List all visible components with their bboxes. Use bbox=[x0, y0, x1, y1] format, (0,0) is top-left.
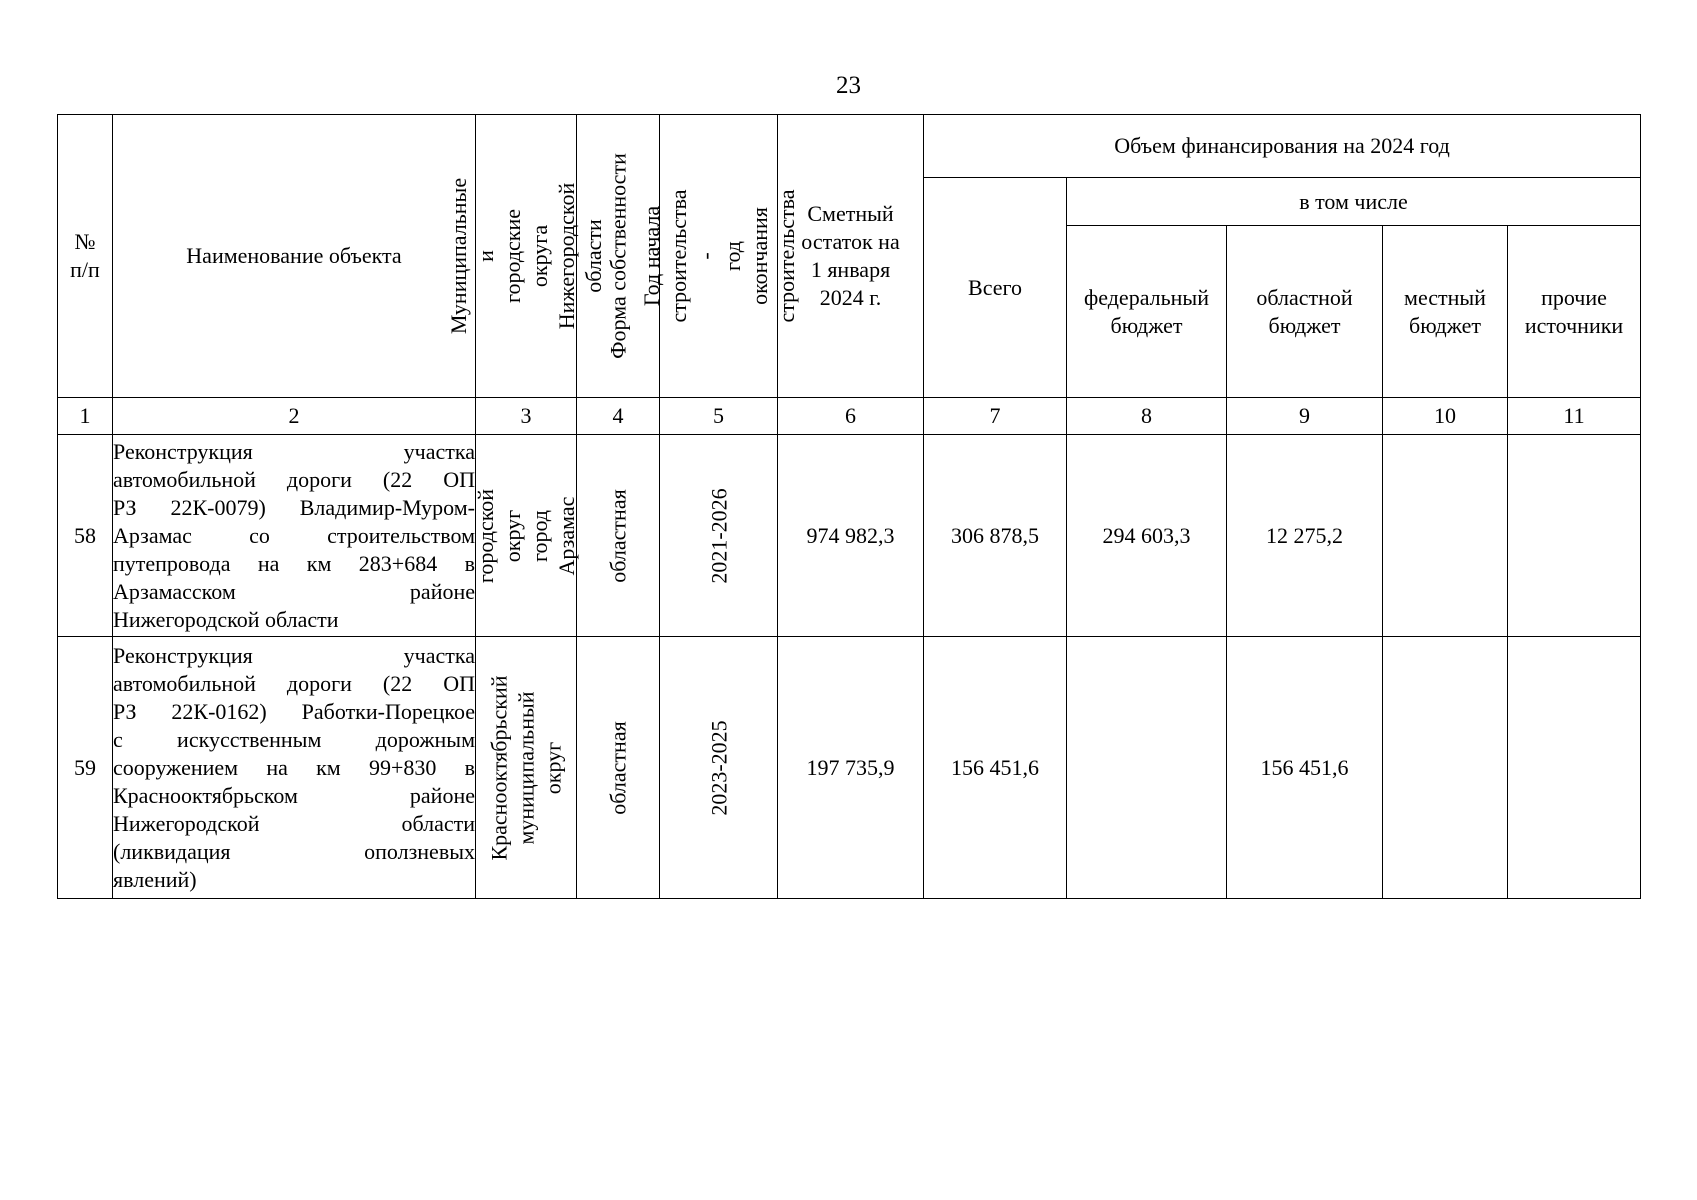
row-municipality-text: Краснооктябрьский муниципальный округ bbox=[486, 674, 566, 861]
row-other bbox=[1508, 435, 1641, 637]
row-regional: 156 451,6 bbox=[1227, 637, 1383, 899]
row-years-text: 2023-2025 bbox=[706, 719, 731, 816]
header-name: Наименование объекта bbox=[113, 115, 476, 398]
row-local bbox=[1383, 435, 1508, 637]
name-line: Нижегородской области bbox=[113, 606, 339, 632]
column-number: 1 bbox=[58, 398, 113, 435]
row-total: 156 451,6 bbox=[924, 637, 1067, 899]
column-number: 10 bbox=[1383, 398, 1508, 435]
page-number: 23 bbox=[836, 72, 861, 99]
header-years bbox=[638, 115, 799, 398]
column-number: 6 bbox=[778, 398, 924, 435]
name-line: Реконструкция участка bbox=[113, 438, 475, 464]
header-years-text: Год начала строительства - год окончания строительства bbox=[638, 189, 799, 323]
name-line: Реконструкция участка bbox=[113, 642, 475, 668]
header-num: № п/п bbox=[58, 115, 113, 398]
name-line: с искусственным дорожным bbox=[113, 726, 475, 752]
column-number: 9 bbox=[1227, 398, 1383, 435]
row-federal bbox=[1067, 637, 1227, 899]
name-line: РЗ 22К-0079) Владимир-Муром- bbox=[113, 494, 475, 520]
financing-table bbox=[57, 114, 1641, 899]
header-local: местный бюджет bbox=[1383, 226, 1508, 398]
row-object-name bbox=[113, 637, 476, 899]
row-municipality-text: городской округ город Арзамас bbox=[473, 488, 579, 583]
table-row bbox=[58, 435, 1641, 637]
name-line: автомобильной дороги (22 ОП bbox=[113, 670, 475, 696]
header-including: в том числе bbox=[1067, 178, 1641, 226]
row-object-name bbox=[113, 435, 476, 637]
row-years-text: 2021-2026 bbox=[706, 487, 731, 584]
name-line: РЗ 22К-0162) Работки-Порецкое bbox=[113, 698, 475, 724]
row-num: 59 bbox=[58, 637, 113, 899]
row-remainder: 197 735,9 bbox=[778, 637, 924, 899]
row-remainder: 974 982,3 bbox=[778, 435, 924, 637]
column-number: 11 bbox=[1508, 398, 1641, 435]
name-line: явлений) bbox=[113, 866, 197, 892]
header-federal: федеральный бюджет bbox=[1067, 226, 1227, 398]
header-total: Всего bbox=[924, 178, 1067, 398]
header-regional: областной бюджет bbox=[1227, 226, 1383, 398]
row-ownership bbox=[577, 637, 660, 899]
row-other bbox=[1508, 637, 1641, 899]
header-municipality-text: Муниципальные и городские округа Нижегородской области bbox=[446, 177, 606, 335]
column-number: 3 bbox=[476, 398, 577, 435]
name-line: автомобильной дороги (22 ОП bbox=[113, 466, 475, 492]
column-number: 7 bbox=[924, 398, 1067, 435]
row-years bbox=[660, 637, 778, 899]
name-line: Нижегородской области bbox=[113, 810, 475, 836]
table-row bbox=[58, 637, 1641, 899]
name-line: Краснооктябрьском районе bbox=[113, 782, 475, 808]
row-ownership bbox=[577, 435, 660, 637]
row-municipality bbox=[473, 435, 579, 637]
row-federal: 294 603,3 bbox=[1067, 435, 1227, 637]
column-number: 2 bbox=[113, 398, 476, 435]
column-number: 4 bbox=[577, 398, 660, 435]
row-total: 306 878,5 bbox=[924, 435, 1067, 637]
row-years bbox=[660, 435, 778, 637]
row-local bbox=[1383, 637, 1508, 899]
header-funding-group: Объем финансирования на 2024 год bbox=[924, 115, 1641, 178]
name-line: Арзамас со строительством bbox=[113, 522, 475, 548]
row-num: 58 bbox=[58, 435, 113, 637]
row-regional: 12 275,2 bbox=[1227, 435, 1383, 637]
row-municipality bbox=[476, 637, 577, 899]
column-numbers-row bbox=[58, 398, 1641, 435]
column-number: 5 bbox=[660, 398, 778, 435]
name-line: (ликвидация оползневых bbox=[113, 838, 475, 864]
header-ownership-text: Форма собственности bbox=[605, 153, 631, 359]
name-line: сооружением на км 99+830 в bbox=[113, 754, 475, 780]
header-remainder: Сметный остаток на 1 января 2024 г. bbox=[778, 115, 924, 398]
name-line: путепровода на км 283+684 в bbox=[113, 550, 475, 576]
row-ownership-text: областная bbox=[605, 720, 631, 815]
column-number: 8 bbox=[1067, 398, 1227, 435]
header-other: прочие источники bbox=[1508, 226, 1641, 398]
name-line: Арзамасском районе bbox=[113, 578, 475, 604]
header-municipality bbox=[446, 115, 606, 398]
row-ownership-text: областная bbox=[605, 488, 631, 583]
